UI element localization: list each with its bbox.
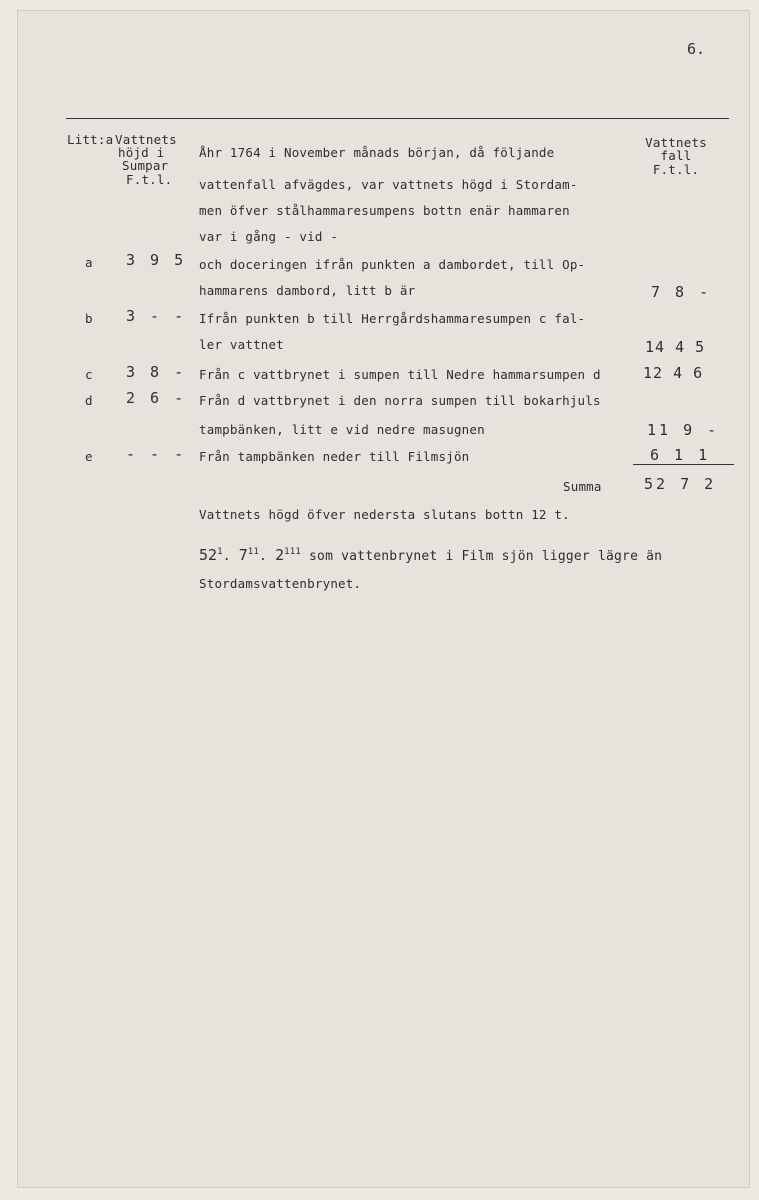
header-fall-2: fall xyxy=(660,148,692,163)
row-c-fall: 12 4 6 xyxy=(643,364,704,382)
note-sup-1: 1 xyxy=(217,547,223,557)
intro-line-4: var i gång - vid - xyxy=(199,229,339,244)
header-fall-1: Vattnets xyxy=(645,135,707,150)
header-litt: Litt:a xyxy=(67,132,114,147)
row-a-line-2: hammarens dambord, litt b är xyxy=(199,283,416,298)
row-d-line-2: tampbänken, litt e vid nedre masugnen xyxy=(199,422,485,437)
note-value-1: 52 xyxy=(199,546,218,564)
row-c-litt: c xyxy=(85,367,93,382)
row-b-line-2: ler vattnet xyxy=(199,337,284,352)
note-sup-2: 11 xyxy=(247,547,260,557)
header-fall-3: F.t.l. xyxy=(652,162,700,177)
page-number: 6. xyxy=(687,40,706,58)
note-value-3: 2 xyxy=(275,546,285,564)
row-d-height: 2 6 - xyxy=(126,389,187,407)
note-sep-1: . xyxy=(222,549,239,564)
note-line-1 xyxy=(199,548,662,564)
row-b-litt: b xyxy=(85,311,93,326)
row-c-line-1: Från c vattbrynet i sumpen till Nedre hammarsumpen d xyxy=(199,367,601,382)
row-c-height: 3 8 - xyxy=(126,363,187,381)
row-e-litt: e xyxy=(85,449,93,464)
header-height-4: F.t.l. xyxy=(126,172,173,187)
top-rule xyxy=(66,118,729,119)
row-a-line-1: och doceringen ifrån punkten a dambordet, till Op- xyxy=(199,257,586,272)
row-d-line-1: Från d vattbrynet i den norra sumpen till bokarhjuls xyxy=(199,393,601,408)
note-sup-3: 111 xyxy=(284,547,301,557)
row-a-litt: a xyxy=(85,255,93,270)
row-e-line-1: Från tampbänken neder till Filmsjön xyxy=(199,449,470,464)
note-text: som vattenbrynet i Film sjön ligger lägre än xyxy=(300,549,663,564)
row-b-line-1: Ifrån punkten b till Herrgårdshammaresumpen c fal- xyxy=(199,311,586,326)
row-b-fall: 14 4 5 xyxy=(645,338,706,356)
note-sep-2: . xyxy=(259,549,276,564)
intro-line-3: men öfver stålhammaresumpens bottn enär hammaren xyxy=(199,203,570,218)
row-d-fall: 11 9 - xyxy=(647,421,720,439)
row-a-height: 3 9 5 xyxy=(126,251,187,269)
row-b-height: 3 - - xyxy=(126,307,187,325)
row-e-fall: 6 1 1 xyxy=(650,446,711,464)
note-line-2: Stordamsvattenbrynet. xyxy=(199,576,362,591)
sum-rule xyxy=(633,464,734,465)
row-e-height: - - - xyxy=(126,445,187,463)
summa-label: Summa xyxy=(563,479,602,494)
header-height-3: Sumpar xyxy=(122,158,169,173)
intro-line-1: Åhr 1764 i November månads början, då följande xyxy=(199,145,555,160)
row-a-fall: 7 8 - xyxy=(651,283,712,301)
header-height-1: Vattnets xyxy=(115,132,177,147)
bottom-line: Vattnets högd öfver nedersta slutans bottn 12 t. xyxy=(199,507,570,522)
note-value-2: 7 xyxy=(238,546,248,564)
row-d-litt: d xyxy=(85,393,93,408)
header-height-2: höjd i xyxy=(118,145,165,160)
intro-line-2: vattenfall afvägdes, var vattnets högd i Stordam- xyxy=(199,177,578,192)
summa-value: 52 7 2 xyxy=(644,475,717,493)
